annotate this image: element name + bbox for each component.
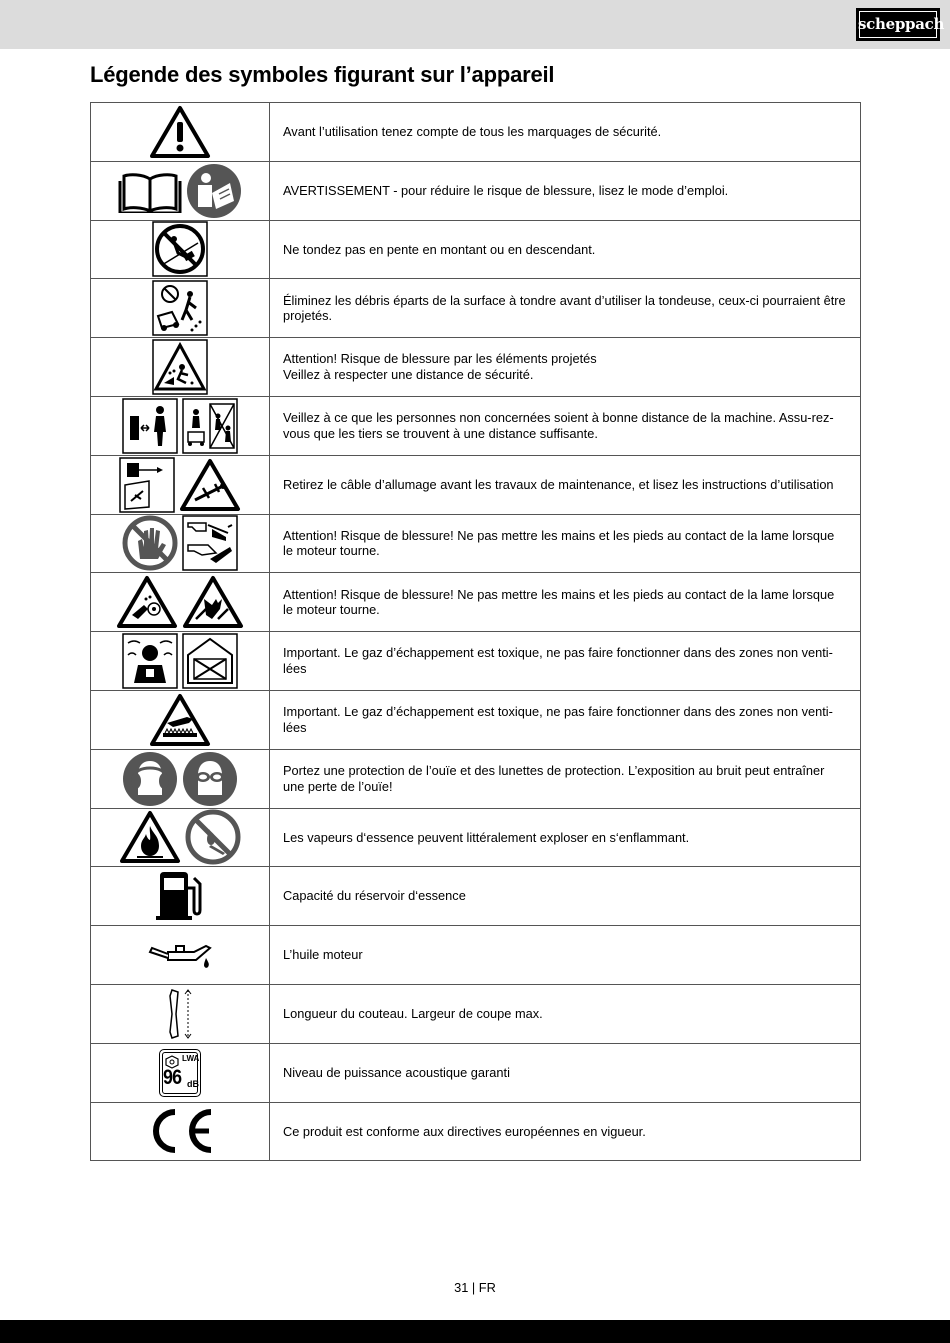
no-hands-icon <box>122 515 178 571</box>
row-description: Niveau de puissance acoustique garanti <box>270 1043 861 1102</box>
table-row <box>91 279 861 338</box>
safe-distance-icon <box>122 398 178 454</box>
symbol-legend-table <box>90 102 861 1161</box>
hand-blade-warning-icon <box>182 575 244 629</box>
maintenance-warning-icon <box>179 458 241 512</box>
read-manual-icon <box>186 163 242 219</box>
table-row <box>91 1102 861 1161</box>
table-row <box>91 338 861 397</box>
bottom-bar <box>0 1320 950 1343</box>
toxic-exhaust-icon <box>122 633 178 689</box>
table-row <box>91 220 861 279</box>
table-row <box>91 984 861 1043</box>
row-description: Longueur du couteau. Largeur de coupe max. <box>270 984 861 1043</box>
eye-protection-icon <box>182 751 238 807</box>
table-row <box>91 1043 861 1102</box>
row-description: Éliminez les débris éparts de la surface à tondre avant d’utiliser la tondeuse, ceux-ci pourraient être projetés. <box>270 279 861 338</box>
table-row <box>91 396 861 455</box>
row-description: Attention! Risque de blessure par les éléments projetés Veillez à respecter une distance de sécurité. <box>270 338 861 397</box>
sound-power-level-icon: LWA 96 dB <box>159 1049 201 1097</box>
row-description: Avant l’utilisation tenez compte de tous les marquages de sécurité. <box>270 103 861 162</box>
fuel-pump-icon <box>156 870 204 922</box>
page-number: 31 | FR <box>454 1280 496 1295</box>
spark-plug-maintenance-icon <box>119 457 175 513</box>
table-row <box>91 690 861 749</box>
row-description: Attention! Risque de blessure! Ne pas mettre les mains et les pieds au contact de la lame lorsque le moteur tourne. <box>270 573 861 632</box>
table-row <box>91 455 861 514</box>
page-title: Légende des symboles figurant sur l’appareil <box>90 62 555 87</box>
row-description: Les vapeurs d‘essence peuvent littéralement exploser en s‘enflammant. <box>270 808 861 867</box>
ear-protection-icon <box>122 751 178 807</box>
table-row <box>91 573 861 632</box>
table-row <box>91 749 861 808</box>
row-description: Important. Le gaz d’échappement est toxique, ne pas faire fonctionner dans des zones non venti-lées <box>270 632 861 691</box>
no-slope-mowing-icon <box>152 221 208 277</box>
row-description: Capacité du réservoir d‘essence <box>270 867 861 926</box>
table-row <box>91 632 861 691</box>
warning-triangle-icon <box>149 105 211 159</box>
table-row <box>91 867 861 926</box>
hot-surface-warning-icon <box>149 693 211 747</box>
bystanders-icon <box>182 398 238 454</box>
table-row <box>91 514 861 573</box>
row-description: Veillez à ce que les personnes non concernées soient à bonne distance de la machine. Assu-rez-vous que les tiers se trouvent à une distance suffisante. <box>270 396 861 455</box>
row-description: AVERTISSEMENT - pour réduire le risque de blessure, lisez le mode d’emploi. <box>270 161 861 220</box>
remove-debris-icon <box>152 280 208 336</box>
row-description: Attention! Risque de blessure! Ne pas mettre les mains et les pieds au contact de la lame lorsque le moteur tourne. <box>270 514 861 573</box>
row-description: Portez une protection de l’ouïe et des lunettes de protection. L’exposition au bruit peut entraîner une perte de l’ouïe! <box>270 749 861 808</box>
thrown-objects-warning-icon <box>152 339 208 395</box>
top-bar <box>0 0 950 49</box>
row-description: Ce produit est conforme aux directives européennes en vigueur. <box>270 1102 861 1161</box>
row-description: Ne tondez pas en pente en montant ou en descendant. <box>270 220 861 279</box>
table-row <box>91 161 861 220</box>
table-row <box>91 103 861 162</box>
oil-can-icon <box>148 940 212 970</box>
table-row <box>91 926 861 985</box>
row-description: L’huile moteur <box>270 926 861 985</box>
flammable-warning-icon <box>119 810 181 864</box>
ce-mark-icon <box>145 1106 215 1156</box>
no-open-flame-icon <box>185 809 241 865</box>
hand-foot-blade-icon <box>182 515 238 571</box>
row-description: Important. Le gaz d’échappement est toxique, ne pas faire fonctionner dans des zones non venti-lées <box>270 690 861 749</box>
table-row <box>91 808 861 867</box>
blade-length-icon <box>164 988 196 1040</box>
row-description: Retirez le câble d’allumage avant les travaux de maintenance, et lisez les instructions d’utilisation <box>270 455 861 514</box>
no-enclosed-space-icon <box>182 633 238 689</box>
brand-logo: scheppach <box>856 8 940 41</box>
foot-blade-warning-icon <box>116 575 178 629</box>
manual-book-icon <box>118 169 182 213</box>
